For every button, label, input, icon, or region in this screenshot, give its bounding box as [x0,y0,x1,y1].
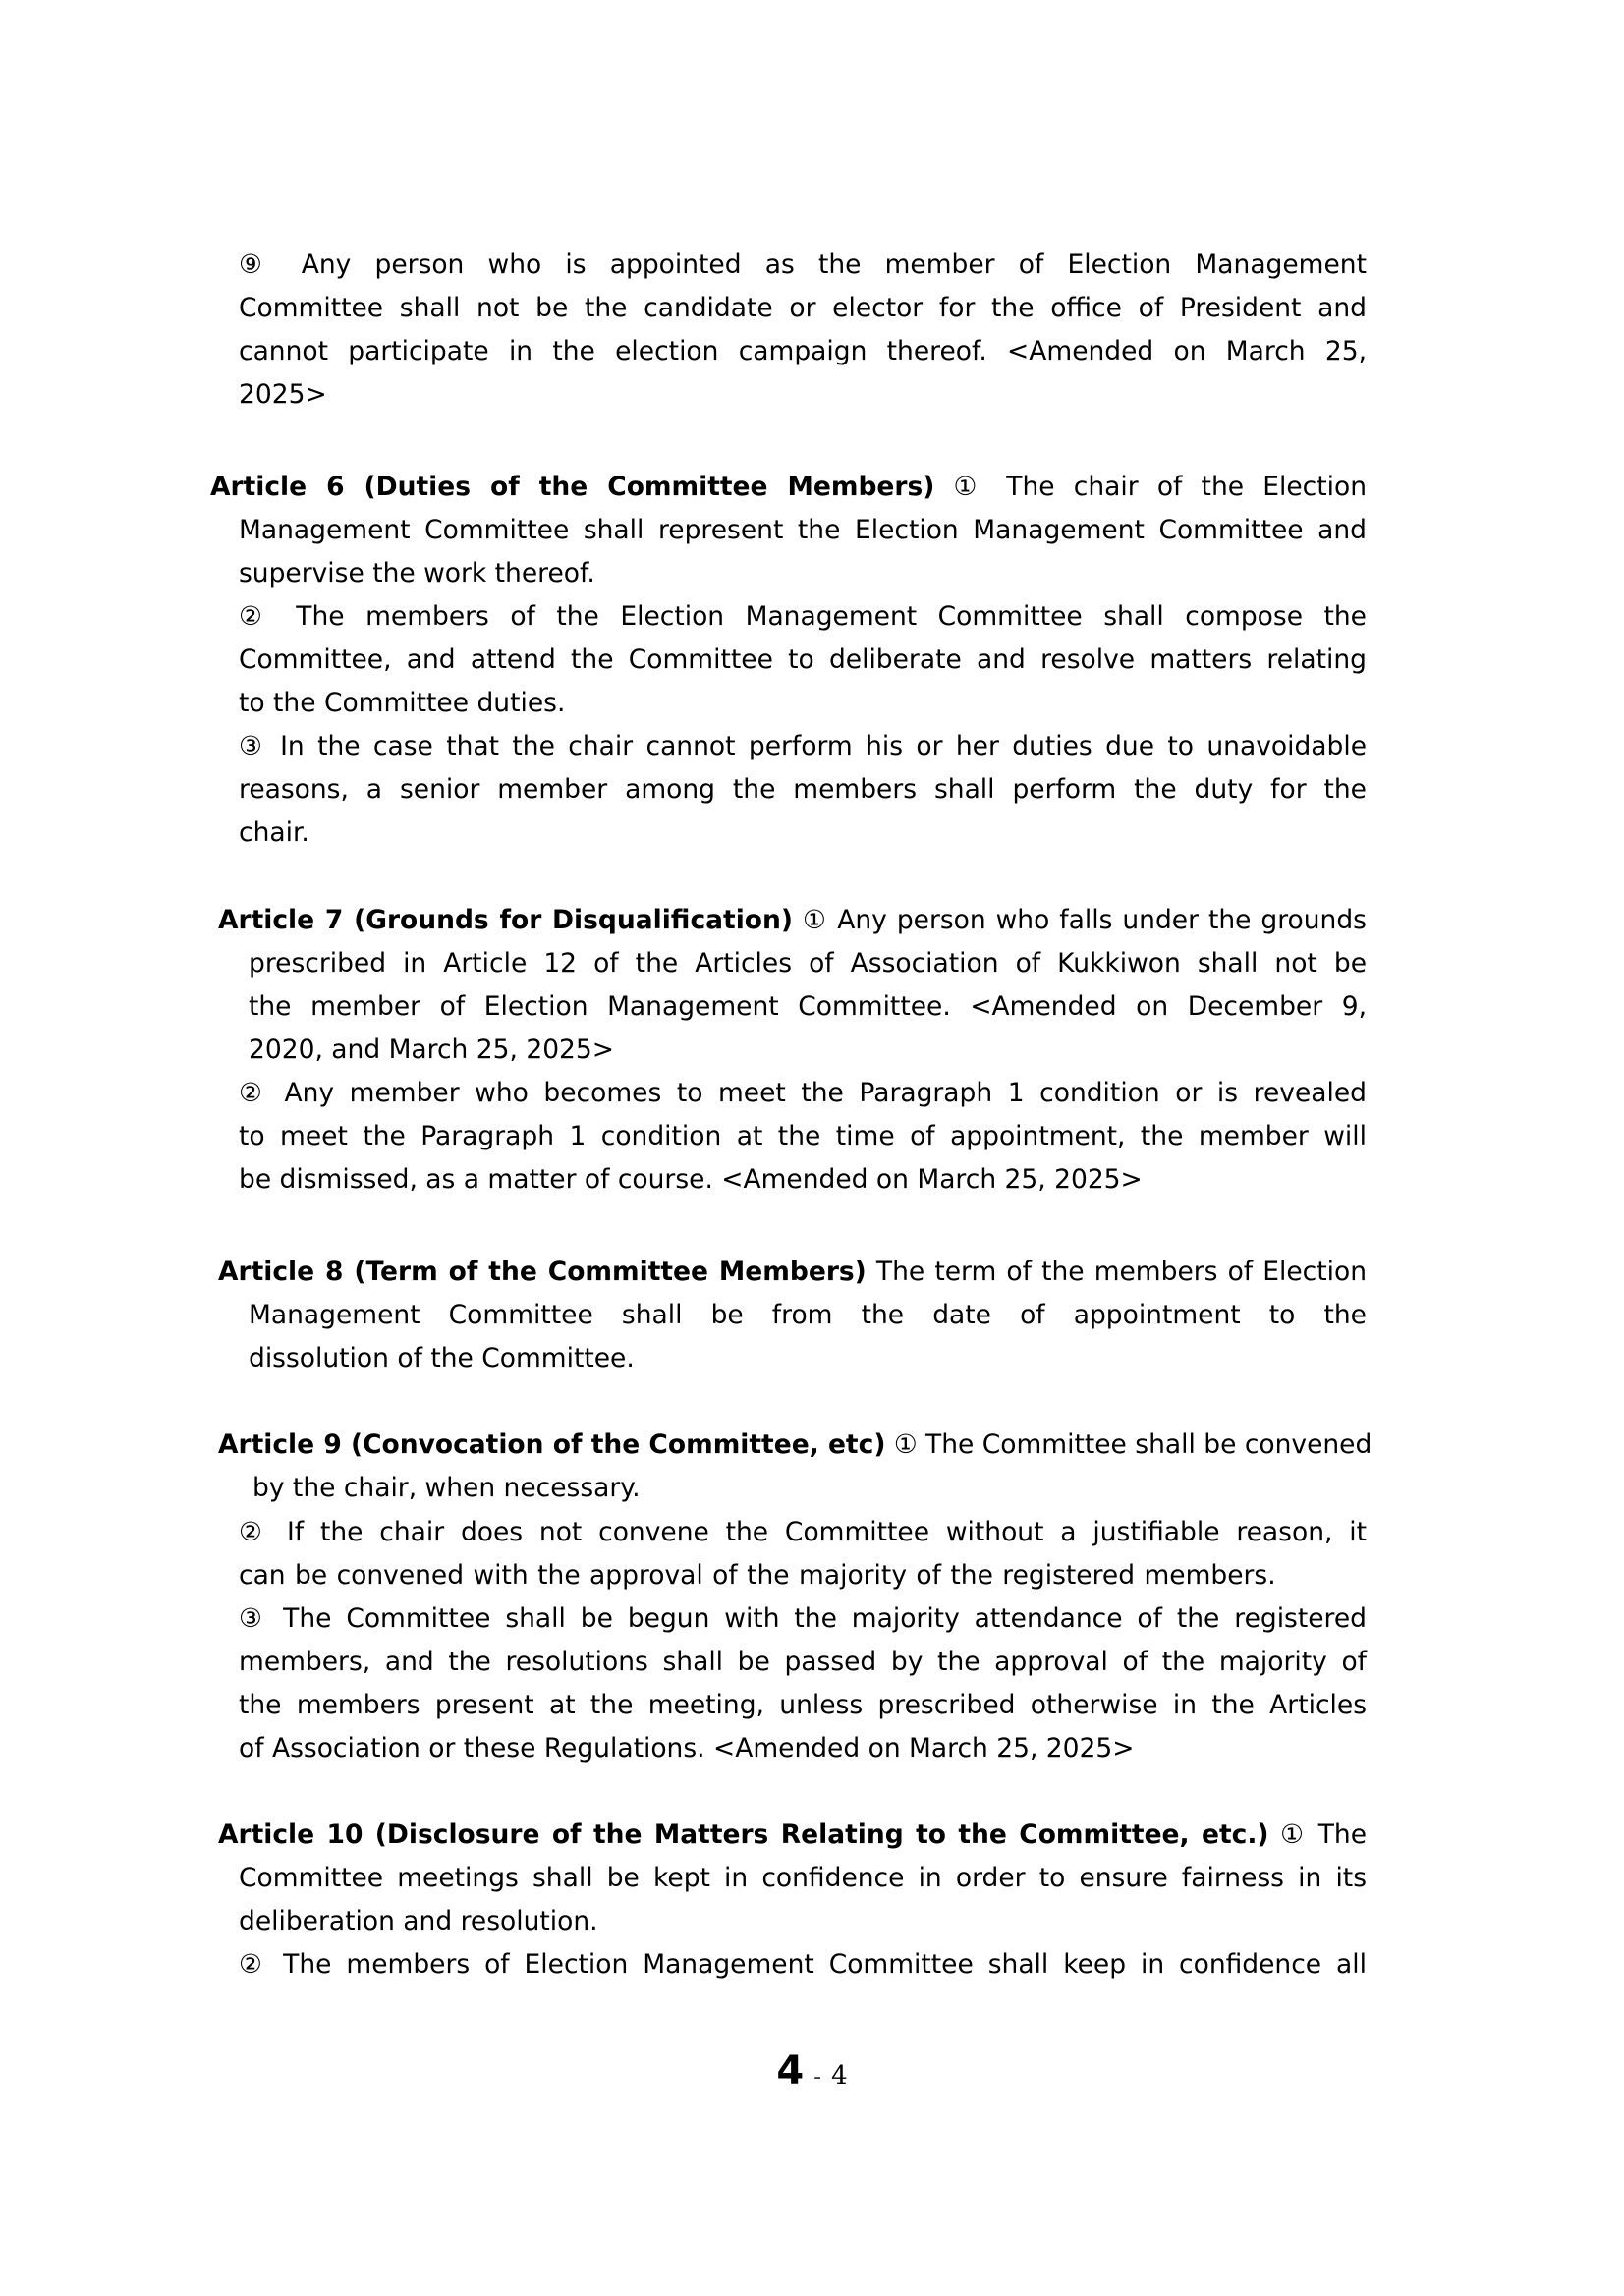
text-line: cannot participate in the election campaign thereof. <Amended on March 25, [239,336,1367,366]
text-line: ② The members of the Election Management Committee shall compose the [239,601,1367,632]
text-line: be dismissed, as a matter of course. <Amended on March 25, 2025> [239,1164,1143,1195]
article-heading-line [210,466,1367,509]
text-line: members, and the resolutions shall be passed by the approval of the majority of [239,1647,1367,1677]
text-line: by the chair, when necessary. [252,1473,641,1503]
text-line: Management Committee shall be from the date of appointment to the [249,1300,1367,1330]
text-line: the members present at the meeting, unless prescribed otherwise in the Articles [239,1690,1367,1720]
page-number [0,2048,1624,2094]
text-line: ② The members of Election Management Committee shall keep in confidence all [239,1949,1367,1980]
text-run: ① The Committee shall be convened [893,1429,1372,1460]
text-line: dissolution of the Committee. [249,1343,635,1373]
text-line: deliberation and resolution. [239,1906,598,1936]
text-line: chair. [239,817,309,848]
text-run: ① The chair of the Election [953,472,1367,502]
chapter-number: 4 [776,2048,805,2094]
text-line: to meet the Paragraph 1 condition at the time of appointment, the member will [239,1121,1367,1151]
text-run: The term of the members of Election [875,1257,1367,1287]
article-heading-line [218,1814,1367,1857]
text-line: ② If the chair does not convene the Committee without a justifiable reason, it [239,1517,1367,1547]
article-heading-line [218,899,1367,942]
article-heading-line [218,1424,1372,1467]
article-heading-line [218,1251,1367,1294]
text-line: ③ In the case that the chair cannot perform his or her duties due to unavoidable [239,731,1367,761]
text-line: ③ The Committee shall be begun with the majority attendance of the registered [239,1603,1367,1634]
text-line: prescribed in Article 12 of the Articles of Association of Kukkiwon shall not be [249,948,1367,979]
text-line: supervise the work thereof. [239,558,595,588]
article-heading: Article 8 (Term of the Committee Members) [218,1257,867,1287]
text-line: ② Any member who becomes to meet the Paragraph 1 condition or is revealed [239,1078,1367,1108]
page-number-separator: - [813,2065,822,2090]
text-line: Management Committee shall represent the Election Management Committee and [239,515,1367,545]
text-line: 2025> [239,379,327,410]
article-heading: Article 9 (Convocation of the Committee, etc) [218,1429,886,1460]
text-run: ① Any person who falls under the grounds [802,905,1367,935]
article-heading: Article 6 (Duties of the Committee Members) [210,472,935,502]
text-line: reasons, a senior member among the members shall perform the duty for the [239,774,1367,805]
text-line: Committee shall not be the candidate or elector for the office of President and [239,293,1367,323]
text-line: 2020, and March 25, 2025> [249,1035,614,1065]
text-line: to the Committee duties. [239,688,566,718]
text-line: Committee, and attend the Committee to deliberate and resolve matters relating [239,644,1367,675]
text-line: the member of Election Management Committee. <Amended on December 9, [249,991,1367,1022]
article-heading: Article 7 (Grounds for Disqualification) [218,905,793,935]
page-index: 4 [831,2061,848,2091]
text-line: can be convened with the approval of the majority of the registered members. [239,1560,1276,1591]
text-line: Committee meetings shall be kept in confidence in order to ensure fairness in its [239,1863,1367,1893]
text-run: ① The [1280,1820,1367,1850]
text-line: of Association or these Regulations. <Amended on March 25, 2025> [239,1733,1135,1764]
text-line: ⑨ Any person who is appointed as the member of Election Management [239,250,1367,280]
article-heading: Article 10 (Disclosure of the Matters Relating to the Committee, etc.) [218,1820,1269,1850]
